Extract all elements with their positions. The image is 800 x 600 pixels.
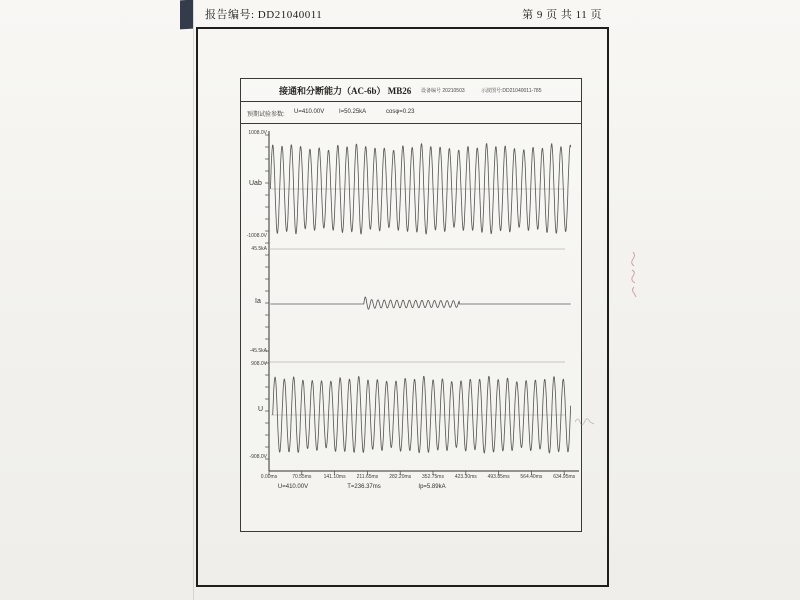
y-label-uab-max: 1008.0V: [248, 130, 267, 136]
trace-label-ia: Ia: [255, 298, 261, 305]
x-tick-label: 352.75ms: [422, 474, 444, 480]
x-axis-labels: [241, 474, 581, 482]
expected-params-row: [241, 101, 581, 124]
report-number: 报告编号: DD21040011: [205, 9, 323, 21]
x-tick-label: 282.20ms: [389, 474, 412, 480]
measured-peak-current: Ip=5.89kA: [418, 484, 446, 490]
x-tick-label: 0.00ms: [260, 474, 278, 480]
measured-voltage: U=410.00V: [277, 484, 309, 490]
param-cos-phi: cosφ=0.23: [386, 109, 415, 115]
chart-title: 接通和分断能力（AC-6b） MB26: [279, 86, 412, 96]
x-tick-label: 70.55ms: [292, 474, 312, 480]
params-label: 预期试验参数:: [247, 112, 285, 118]
device-number: 设备编号 20210503: [421, 88, 465, 94]
y-label-u-max: 908.0V: [251, 361, 267, 367]
y-label-ia-max: 45.5kA: [251, 246, 267, 252]
x-tick-label: 141.10ms: [323, 474, 346, 480]
x-tick-label: 423.30ms: [454, 474, 477, 480]
y-label-uab-min: -1008.0V: [246, 233, 267, 239]
waveform-plot: [241, 123, 581, 531]
param-voltage: U=410.00V: [294, 109, 325, 115]
trace-label-uab: Uab: [249, 180, 262, 187]
paper-edge-line: [193, 0, 194, 600]
x-tick-label: 211.65ms: [356, 474, 379, 480]
oscillogram-number: 示波图号:DD21040011-785: [481, 88, 542, 94]
param-current: I=50.25kA: [339, 109, 367, 115]
y-label-ia-min: -45.5kA: [249, 348, 267, 354]
scan-corner-mark: [180, 0, 193, 29]
measured-duration: T=236.37ms: [347, 484, 381, 490]
trace-label-u: U: [258, 406, 264, 413]
x-tick-label: 634.95ms: [553, 474, 576, 480]
chart-title-row: [241, 79, 581, 102]
plot-area: [241, 123, 581, 531]
x-tick-label: 493.85ms: [487, 474, 510, 480]
handwriting-mark: [627, 250, 641, 302]
y-label-u-min: -908.0V: [249, 454, 267, 460]
x-tick-label: 564.40ms: [520, 474, 543, 480]
oscillogram-box: [240, 78, 582, 532]
page-number: 第 9 页 共 11 页: [522, 9, 602, 21]
pencil-mark: [573, 412, 597, 428]
